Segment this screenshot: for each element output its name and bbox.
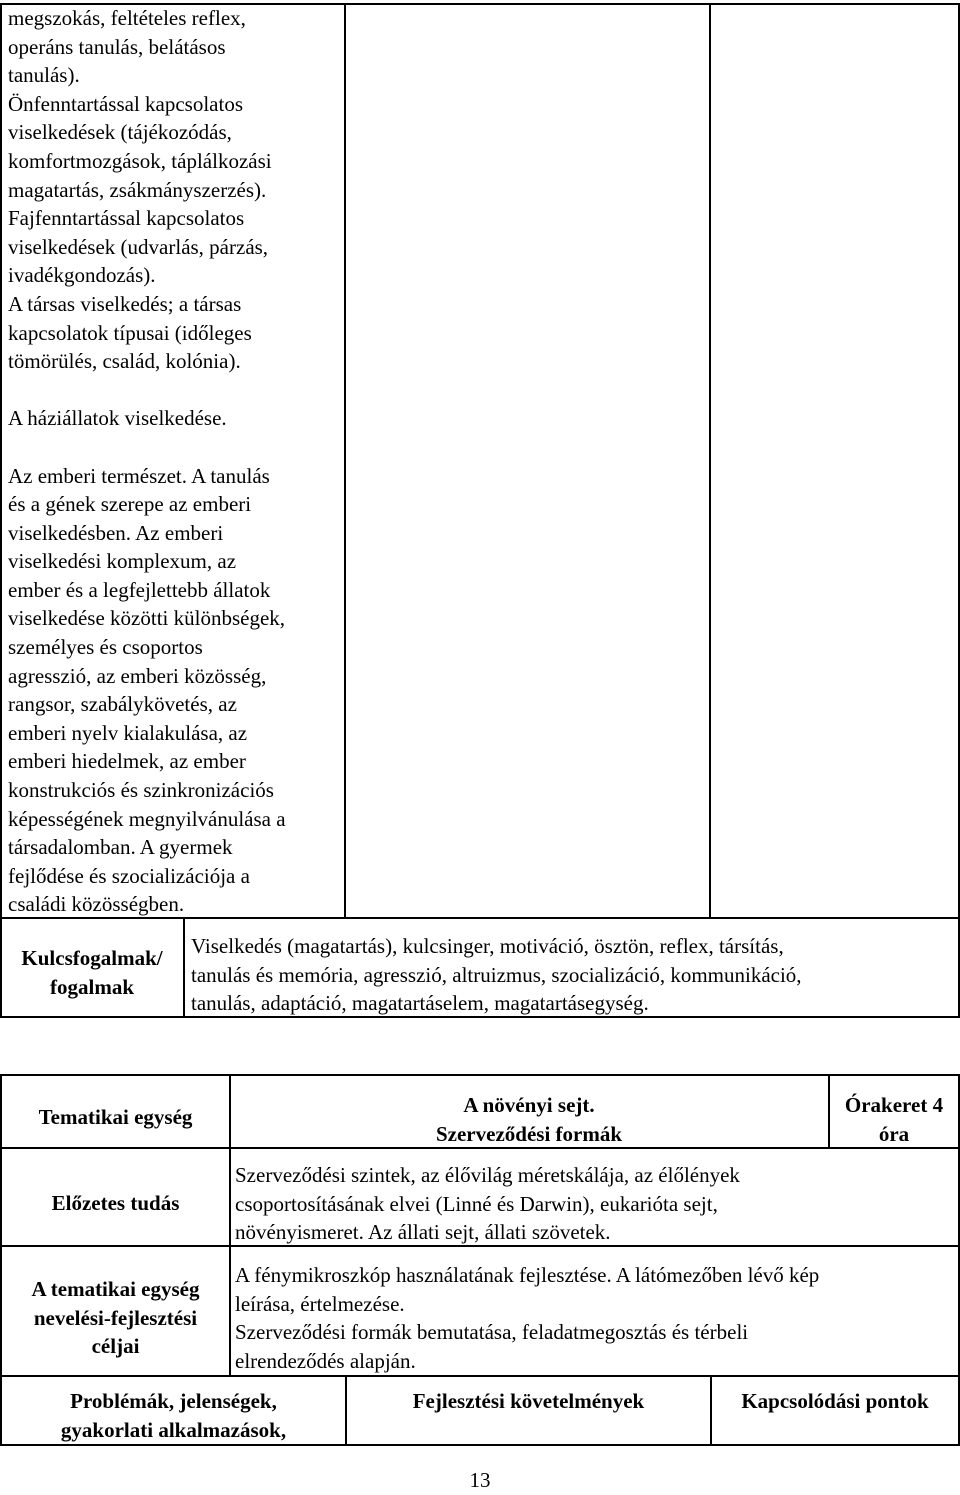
- content-line: komfortmozgások, táplálkozási: [8, 148, 272, 173]
- content-line: agresszió, az emberi közösség,: [8, 663, 267, 688]
- goals-label-line: A tematikai egység: [31, 1277, 200, 1301]
- upper-table-col-divider-2: [709, 3, 711, 918]
- content-line: magatartás, zsákmányszerzés).: [8, 177, 267, 202]
- prior-knowledge-line: növényismeret. Az állati sejt, állati szövetek.: [235, 1220, 611, 1245]
- content-line: ember és a legfejlettebb állatok: [8, 577, 271, 602]
- content-line: fejlődése és szocializációja a: [8, 863, 250, 888]
- unit-title-line: A növényi sejt.: [463, 1093, 595, 1117]
- upper-table-col-divider-1: [344, 3, 346, 918]
- goals-line: A fénymikroszkóp használatának fejlesztése. A látómezőben lévő kép: [235, 1263, 820, 1287]
- goals-label-line: nevelési-fejlesztési: [33, 1305, 198, 1330]
- content-line: Az emberi természet. A tanulás: [8, 463, 270, 488]
- content-line: tanulás).: [8, 63, 80, 88]
- content-topics-text: [8, 4, 342, 919]
- content-line: [8, 433, 342, 462]
- content-line: emberi nyelv kialakulása, az: [8, 720, 248, 745]
- goals-text: [235, 1261, 955, 1375]
- content-line: ivadékgondozás).: [8, 263, 156, 288]
- content-line: Fajfenntartással kapcsolatos: [8, 206, 245, 231]
- hours-label: [829, 1091, 959, 1148]
- content-line: konstrukciós és szinkronizációs: [8, 778, 274, 803]
- col-header-requirements: Fejlesztési követelmények: [412, 1389, 645, 1413]
- col-header-problems: [2, 1387, 345, 1444]
- content-line: képességének megnyilvánulása a: [8, 806, 286, 831]
- content-line: [8, 376, 342, 405]
- content-line: emberi hiedelmek, az ember: [8, 749, 246, 774]
- col-header-connections: Kapcsolódási pontok: [741, 1389, 929, 1413]
- content-line: viselkedési komplexum, az: [8, 549, 237, 574]
- hours-label-line: Órakeret 4: [844, 1093, 944, 1117]
- lower-table-border-top: [0, 1074, 960, 1076]
- goals-line: elrendeződés alapján.: [235, 1348, 416, 1373]
- lower-table-border-bottom: [0, 1444, 960, 1446]
- content-line: viselkedése közötti különbségek,: [8, 606, 286, 631]
- content-line: operáns tanulás, belátásos: [8, 34, 226, 59]
- goals-label: [2, 1275, 229, 1361]
- content-line: és a gének szerepe az emberi: [8, 492, 252, 517]
- key-concepts-label-line: Kulcsfogalmak/: [21, 946, 163, 970]
- content-line: társadalomban. A gyermek: [8, 835, 233, 860]
- content-line: A társas viselkedés; a társas: [8, 291, 242, 316]
- prior-knowledge-line: Szerveződési szintek, az élővilág méretskálája, az élőlények: [235, 1163, 740, 1187]
- content-line: viselkedésben. Az emberi: [8, 520, 224, 545]
- unit-title-line: Szerveződési formák: [435, 1121, 623, 1146]
- upper-table-border-right: [958, 3, 960, 1018]
- key-concepts-label-line: fogalmak: [50, 974, 134, 999]
- prior-knowledge-line: csoportosításának elvei (Linné és Darwin), eukarióta sejt,: [235, 1191, 718, 1216]
- key-concepts-line: tanulás, adaptáció, magatartáselem, magatartásegység.: [191, 991, 649, 1016]
- content-line: tömörülés, család, kolónia).: [8, 349, 241, 374]
- content-line: kapcsolatok típusai (időleges: [8, 320, 252, 345]
- goals-line: leírása, értelmezése.: [235, 1291, 405, 1316]
- content-line: családi közösségben.: [8, 892, 185, 917]
- key-concepts-line: tanulás és memória, agresszió, altruizmus, szocializáció, kommunikáció,: [191, 962, 802, 987]
- goals-label-line: céljai: [91, 1334, 140, 1359]
- content-line: viselkedések (udvarlás, párzás,: [8, 234, 269, 259]
- content-line: Önfenntartással kapcsolatos: [8, 91, 244, 116]
- key-concepts-line: Viselkedés (magatartás), kulcsinger, motiváció, ösztön, reflex, társítás,: [191, 934, 784, 958]
- content-line: A háziállatok viselkedése.: [8, 406, 227, 431]
- prior-knowledge-label: Előzetes tudás: [51, 1191, 180, 1215]
- upper-table-border-left: [0, 3, 2, 1018]
- content-line: személyes és csoportos: [8, 635, 203, 660]
- content-line: rangsor, szabálykövetés, az: [8, 692, 237, 717]
- page-number: 13: [469, 1468, 491, 1492]
- goals-line: Szerveződési formák bemutatása, feladatmegosztás és térbeli: [235, 1320, 749, 1345]
- content-line: megszokás, feltételes reflex,: [8, 6, 246, 30]
- content-line: viselkedések (tájékozódás,: [8, 120, 232, 145]
- hours-label-line: óra: [878, 1121, 910, 1146]
- key-concepts-col-divider: [183, 917, 185, 1017]
- prior-knowledge-text: [235, 1161, 955, 1247]
- thematic-unit-label: Tematikai egység: [38, 1105, 193, 1129]
- key-concepts-label: [2, 944, 182, 1001]
- col-header-problems-line: gyakorlati alkalmazások,: [60, 1417, 287, 1442]
- key-concepts-text: [191, 932, 956, 1018]
- unit-title: [231, 1091, 827, 1148]
- col-header-problems-line: Problémák, jelenségek,: [70, 1389, 277, 1413]
